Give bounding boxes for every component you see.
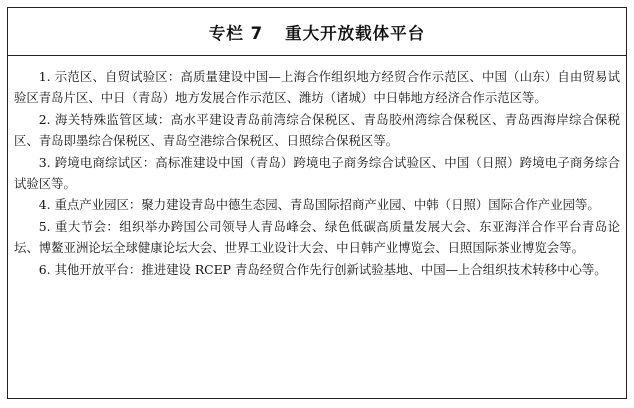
item-number: 2. [38, 111, 51, 127]
column-heading: 重大开放载体平台 [285, 23, 426, 43]
item-label: 跨境电商综试区： [54, 154, 156, 170]
item-label: 重大节会： [55, 218, 120, 234]
list-item [14, 194, 620, 215]
item-number: 4. [38, 197, 51, 213]
item-number: 5. [38, 218, 51, 234]
list-item [14, 66, 620, 109]
item-text: 高质量建设中国—上海合作组织地方经贸合作示范区、中国（山东）自由贸易试验区青岛片区、中日（青岛）地方发展合作示范区、潍坊（诸城）中日韩地方经济合作示范区等。 [14, 69, 621, 106]
item-text: 高水平建设青岛前湾综合保税区、青岛胶州湾综合保税区、青岛西海岸综合保税区、青岛即墨综合保税区、青岛空港综合保税区、日照综合保税区等。 [14, 111, 620, 149]
item-label: 重点产业园区： [54, 197, 142, 213]
item-text: 组织举办跨国公司领导人青岛峰会、绿色低碳高质量发展大会、东亚海洋合作平台青岛论坛、博鳌亚洲论坛全球健康论坛大会、世界工业设计大会、中日韩产业博览会、日照国际茶业博览会等。 [14, 218, 621, 256]
item-text: 聚力建设青岛中德生态园、青岛国际招商产业园、中韩（日照）国际合作产业园等。 [141, 197, 600, 213]
column-header [8, 8, 626, 56]
list-item [14, 152, 620, 195]
list-item [14, 216, 620, 259]
item-text: 高标准建设中国（青岛）跨境电子商务综合试验区、中国（日照）跨境电子商务综合试验区等。 [14, 154, 621, 192]
column-content [14, 66, 620, 280]
item-number: 1. [38, 69, 51, 84]
column-number: 专栏 7 [208, 23, 264, 43]
list-item [14, 109, 620, 152]
item-text: 推进建设 RCEP 青岛经贸合作先行创新试验基地、中国—上合组织技术转移中心等。 [141, 261, 607, 277]
list-item [14, 259, 620, 280]
item-number: 6. [38, 261, 51, 277]
item-number: 3. [38, 154, 51, 170]
column-title [209, 20, 425, 44]
item-label: 示范区、自贸试验区： [54, 69, 181, 84]
item-label: 其他开放平台： [54, 261, 142, 277]
item-label: 海关特殊监管区域： [55, 111, 171, 127]
